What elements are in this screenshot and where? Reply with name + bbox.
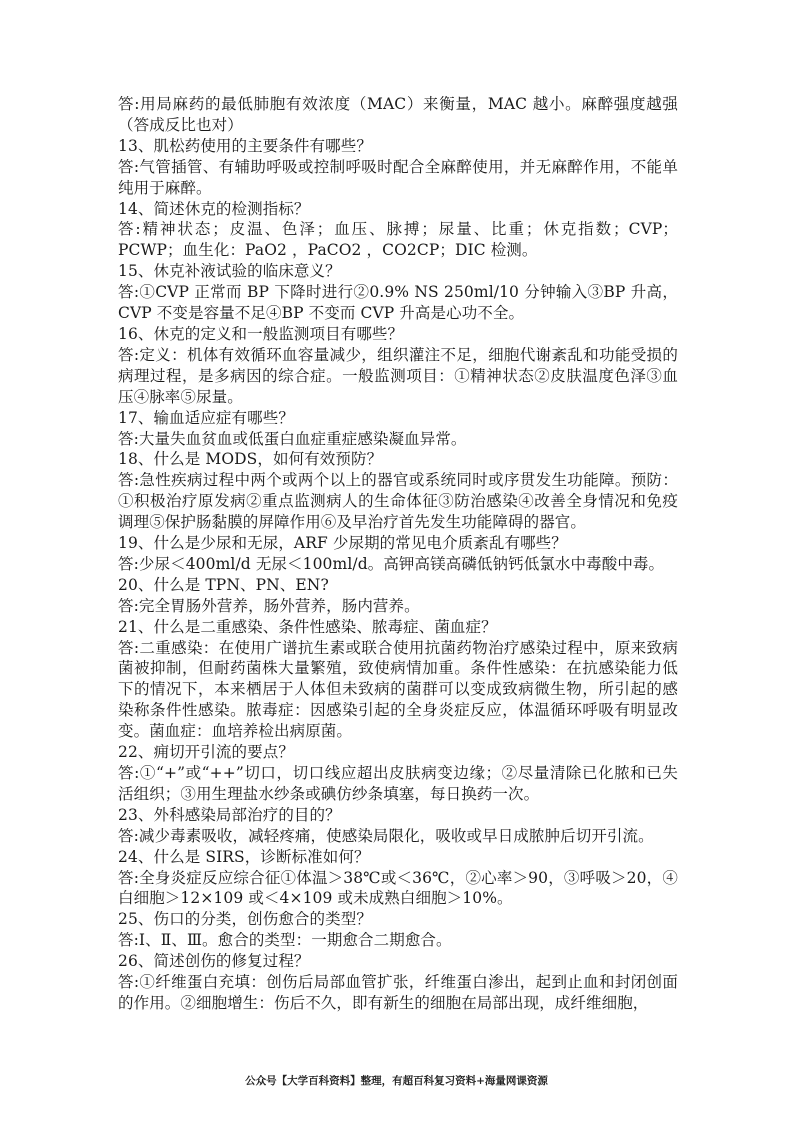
question-heading: 15、休克补液试验的临床意义？ (118, 262, 341, 281)
question-heading: 16、休克的定义和一般监测项目有哪些？ (118, 324, 404, 343)
answer-paragraph: 答:全身炎症反应综合征①体温＞38℃或＜36℃，②心率＞90，③呼吸＞20，④白细胞＞12×109 或＜4×109 或未成熟白细胞＞10%。 (118, 868, 678, 908)
answer-paragraph: 答:①纤维蛋白充填：创伤后局部血管扩张，纤维蛋白渗出，起到止血和封闭创面的作用。②细胞增生：伤后不久，即有新生的细胞在局部出现，成纤维细胞， (118, 973, 678, 1012)
answer-paragraph: 答:气管插管、有辅助呼吸或控制呼吸时配合全麻醉使用，并无麻醉作用，不能单纯用于麻醉。 (118, 157, 678, 197)
question-heading: 21、什么是二重感染、条件性感染、脓毒症、菌血症？ (118, 617, 497, 636)
answer-paragraph: 答:精神状态；皮温、色泽；血压、脉搏；尿量、比重；休克指数；CVP；PCWP；血生化：PaO2 ，PaCO2 ，CO2CP；DIC 检测。 (118, 220, 678, 260)
question-heading: 23、外科感染局部治疗的目的？ (118, 805, 341, 824)
answer-paragraph: 答:完全胃肠外营养，肠外营养，肠内营养。 (118, 596, 420, 615)
question-heading: 14、简述休克的检测指标？ (118, 199, 310, 218)
question-heading: 24、什么是 SIRS，诊断标准如何？ (118, 847, 370, 866)
question-heading: 25、伤口的分类，创伤愈合的类型？ (118, 910, 372, 929)
page-footer: 公众号【大学百科资料】整理，有超百科复习资料+海量网课资源 (245, 1075, 548, 1087)
document-body (118, 94, 678, 1014)
question-heading: 26、简述创伤的修复过程？ (118, 952, 310, 971)
answer-paragraph: 答:少尿＜400ml/d 无尿＜100ml/d。高钾高镁高磷低钠钙低氯水中毒酸中毒。 (118, 554, 665, 573)
answer-paragraph: 答:定义：机体有效循环血容量减少，组织灌注不足，细胞代谢紊乱和功能受损的病理过程，是多病因的综合症。一般监测项目：①精神状态②皮肤温度色泽③血压④脉率⑤尿量。 (118, 345, 678, 406)
question-heading: 17、输血适应症有哪些？ (118, 408, 294, 427)
answer-paragraph: 答:急性疾病过程中两个或两个以上的器官或系统同时或序贯发生功能障。预防：①积极治疗原发病②重点监测病人的生命体征③防治感染④改善全身情况和免疫调理⑤保护肠黏膜的屏障作用⑥及早治疗首先发生功能障碍的器官。 (118, 471, 678, 532)
answer-paragraph: 答:①“+”或“++”切口，切口线应超出皮肤病变边缘；②尽量清除已化脓和已失活组织；③用生理盐水纱条或碘仿纱条填塞，每日换药一次。 (118, 764, 678, 803)
answer-paragraph: 答:①CVP 正常而 BP 下降时进行②0.9% NS 250ml/10 分钟输入③BP 升高，CVP 不变是容量不足④BP 不变而 CVP 升高是心功不全。 (118, 283, 678, 323)
question-heading: 20、什么是 TPN、PN、EN? (118, 575, 329, 594)
answer-paragraph: 答:Ⅰ、Ⅱ、Ⅲ。愈合的类型：一期愈合二期愈合。 (118, 931, 452, 950)
answer-paragraph: 答:二重感染：在使用广谱抗生素或联合使用抗菌药物治疗感染过程中，原来致病菌被抑制，但耐药菌株大量繁殖，致使病情加重。条件性感染：在抗感染能力低下的情况下，本来栖居于人体但未致病的菌群可以变成致病微生物，所引起的感染称条件性感染。脓毒症：因感染引起的全身炎症反应，体温循环呼吸有明显改变。菌血症：血培养检出病原菌。 (118, 638, 678, 741)
answer-paragraph: 答:用局麻药的最低肺胞有效浓度（MAC）来衡量，MAC 越小。麻醉强度越强（答成反比也对） (118, 95, 678, 134)
question-heading: 22、痈切开引流的要点？ (118, 743, 294, 762)
question-heading: 13、肌松药使用的主要条件有哪些？ (118, 136, 372, 155)
question-heading: 18、什么是 MODS，如何有效预防？ (118, 450, 383, 469)
answer-paragraph: 答:大量失血贫血或低蛋白血症重症感染凝血异常。 (118, 429, 467, 448)
answer-paragraph: 答:减少毒素吸收，减轻疼痛，使感染局限化，吸收或早日成脓肿后切开引流。 (118, 826, 654, 845)
question-heading: 19、什么是少尿和无尿，ARF 少尿期的常见电介质紊乱有哪些？ (118, 534, 567, 553)
